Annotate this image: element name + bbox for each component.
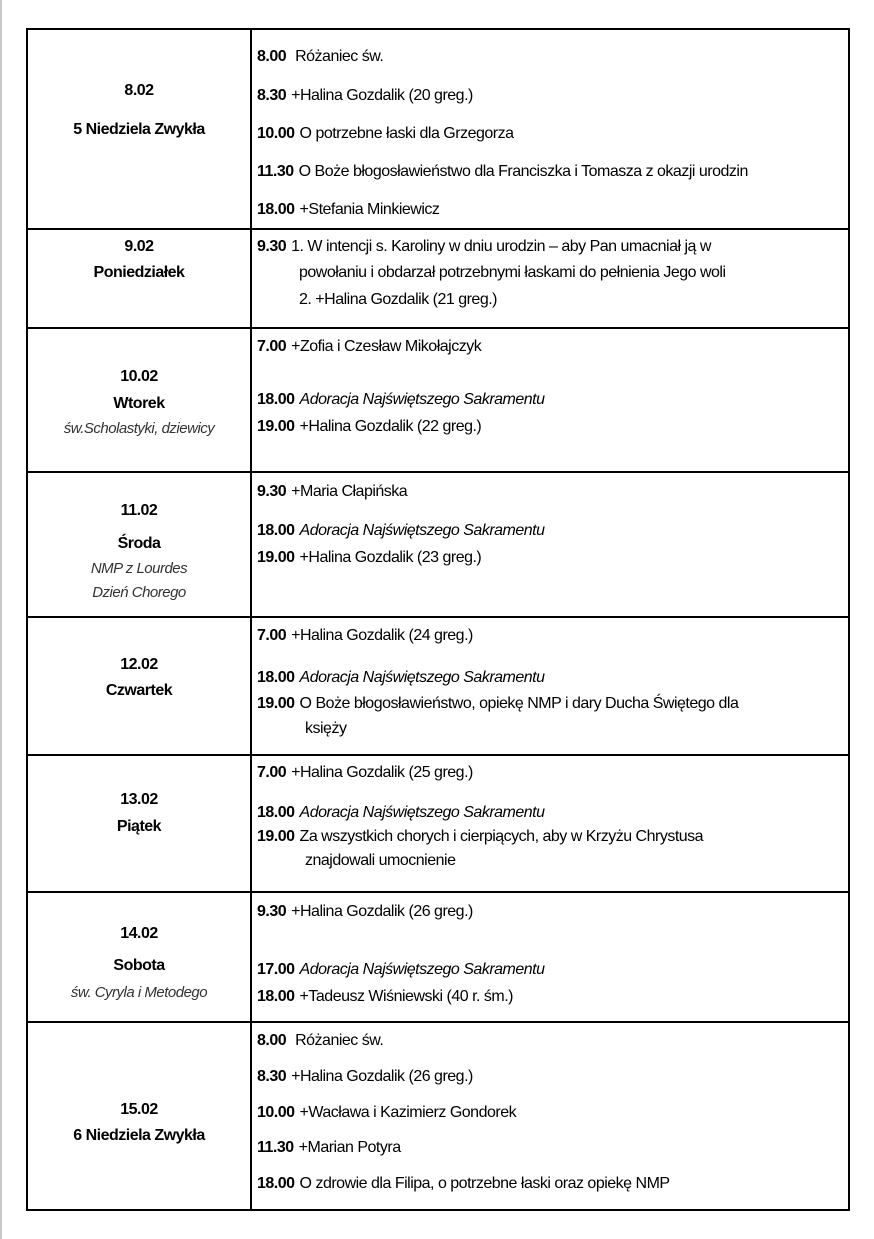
mass-entry (257, 1067, 473, 1087)
day-date: 13.02 (120, 791, 158, 808)
mass-intention: Adoracja Najświętszego Sakramentu (299, 391, 545, 408)
mass-entry (257, 162, 748, 182)
mass-time: 18.00 (257, 804, 295, 821)
mass-time: 8.00 (257, 1032, 287, 1049)
mass-time: 9.30 (257, 483, 287, 500)
mass-time: 18.00 (257, 988, 295, 1005)
mass-intention: +Halina Gozdalik (20 greg.) (291, 87, 473, 104)
mass-entry (257, 1174, 670, 1194)
mass-time: 19.00 (257, 418, 295, 435)
day-date: 10.02 (120, 368, 158, 385)
day-date: 12.02 (120, 656, 158, 673)
mass-time: 9.30 (257, 903, 287, 920)
mass-entry (257, 668, 545, 688)
mass-entry (257, 417, 481, 437)
row-divider (26, 616, 850, 618)
mass-intention: +Halina Gozdalik (23 greg.) (299, 549, 482, 566)
mass-entry (257, 548, 481, 568)
mass-intention-continued: 2. +Halina Gozdalik (21 greg.) (299, 291, 497, 308)
row-divider (26, 754, 850, 756)
row-divider (26, 891, 850, 893)
mass-intention: +Zofia i Czesław Mikołajczyk (291, 338, 482, 355)
mass-entry (257, 1031, 383, 1051)
mass-time: 18.00 (257, 669, 295, 686)
mass-time: 8.00 (257, 48, 287, 65)
day-name: Piątek (116, 818, 162, 835)
mass-entry (257, 47, 383, 67)
mass-intention-continued: znajdowali umocnienie (305, 852, 456, 869)
day-name: Czwartek (105, 682, 173, 699)
day-note: św.Scholastyki, dziewicy (63, 420, 215, 437)
mass-entry (257, 694, 738, 714)
day-name: 5 Niedziela Zwykła (73, 121, 205, 138)
day-name: 6 Niedziela Zwykła (73, 1127, 205, 1144)
page-edge (0, 0, 2, 1239)
mass-entry (257, 337, 481, 357)
mass-entry (257, 902, 473, 922)
mass-time: 18.00 (257, 522, 295, 539)
mass-entry (257, 987, 513, 1007)
mass-entry (257, 521, 545, 541)
mass-entry (257, 200, 439, 220)
mass-time: 7.00 (257, 338, 287, 355)
mass-intention-continued: księży (305, 720, 347, 737)
mass-entry (257, 803, 545, 823)
mass-intention: O Boże błogosławieństwo, opiekę NMP i dary Ducha Świętego dla (299, 695, 739, 712)
mass-time: 19.00 (257, 549, 295, 566)
mass-time: 8.30 (257, 1068, 287, 1085)
mass-intention: +Halina Gozdalik (26 greg.) (291, 903, 473, 920)
mass-entry (257, 1138, 401, 1158)
day-date: 15.02 (120, 1101, 158, 1118)
day-note: NMP z Lourdes (90, 560, 188, 577)
day-name: Poniedziałek (93, 264, 185, 281)
row-divider (26, 327, 850, 329)
mass-intention: Różaniec św. (291, 48, 384, 65)
mass-time: 19.00 (257, 828, 295, 845)
mass-entry (257, 827, 703, 847)
mass-intention: Adoracja Najświętszego Sakramentu (299, 804, 545, 821)
mass-intention: O potrzebne łaski dla Grzegorza (299, 125, 514, 142)
mass-entry (257, 1103, 516, 1123)
column-divider (250, 28, 252, 1209)
day-note: Dzień Chorego (92, 584, 186, 601)
mass-time: 10.00 (257, 1104, 295, 1121)
mass-time: 17.00 (257, 961, 295, 978)
day-name: Sobota (113, 957, 165, 974)
mass-time: 11.30 (257, 1139, 294, 1156)
mass-entry (257, 960, 545, 980)
mass-time: 7.00 (257, 764, 287, 781)
mass-time: 19.00 (257, 695, 295, 712)
mass-time: 10.00 (257, 125, 295, 142)
row-divider (26, 1021, 850, 1023)
day-name: Środa (117, 535, 161, 552)
mass-intention: +Halina Gozdalik (25 greg.) (291, 764, 473, 781)
row-divider (26, 228, 850, 230)
day-name: Wtorek (113, 395, 165, 412)
day-note: św. Cyryla i Metodego (70, 984, 208, 1001)
mass-intention: Adoracja Najświętszego Sakramentu (299, 669, 545, 686)
mass-intention: +Stefania Minkiewicz (299, 201, 440, 218)
mass-intention: Adoracja Najświętszego Sakramentu (299, 522, 545, 539)
mass-intention: +Marian Potyra (298, 1139, 401, 1156)
mass-intention: +Halina Gozdalik (26 greg.) (291, 1068, 473, 1085)
mass-intention: O zdrowie dla Filipa, o potrzebne łaski oraz opiekę NMP (299, 1175, 670, 1192)
mass-intention: O Boże błogosławieństwo dla Franciszka i Tomasza z okazji urodzin (298, 163, 748, 180)
mass-intention: +Maria Cłapińska (291, 483, 408, 500)
mass-intention: Różaniec św. (291, 1032, 384, 1049)
mass-entry (257, 86, 473, 106)
mass-time: 18.00 (257, 1175, 295, 1192)
day-date: 11.02 (120, 502, 158, 519)
mass-entry (257, 390, 545, 410)
mass-intention: Za wszystkich chorych i cierpiących, aby w Krzyżu Chrystusa (299, 828, 704, 845)
mass-intention: +Halina Gozdalik (24 greg.) (291, 627, 473, 644)
mass-time: 9.30 (257, 238, 287, 255)
mass-entry (257, 237, 711, 257)
day-date: 14.02 (120, 925, 158, 942)
row-divider (26, 471, 850, 473)
day-date: 8.02 (124, 82, 154, 99)
mass-intention: +Tadeusz Wiśniewski (40 r. śm.) (299, 988, 513, 1005)
mass-time: 11.30 (257, 163, 294, 180)
mass-entry (257, 124, 514, 144)
day-date: 9.02 (124, 238, 154, 255)
mass-intention: +Halina Gozdalik (22 greg.) (299, 418, 482, 435)
mass-time: 7.00 (257, 627, 287, 644)
mass-intention: Adoracja Najświętszego Sakramentu (299, 961, 545, 978)
mass-intention: +Wacława i Kazimierz Gondorek (299, 1104, 517, 1121)
mass-intention: 1. W intencji s. Karoliny w dniu urodzin – aby Pan umacniał ją w (291, 238, 711, 255)
mass-intention-continued: powołaniu i obdarzał potrzebnymi łaskami do pełnienia Jego woli (299, 264, 726, 281)
mass-entry (257, 626, 473, 646)
mass-time: 8.30 (257, 87, 287, 104)
mass-time: 18.00 (257, 391, 295, 408)
mass-entry (257, 482, 407, 502)
mass-time: 18.00 (257, 201, 295, 218)
mass-entry (257, 763, 473, 783)
